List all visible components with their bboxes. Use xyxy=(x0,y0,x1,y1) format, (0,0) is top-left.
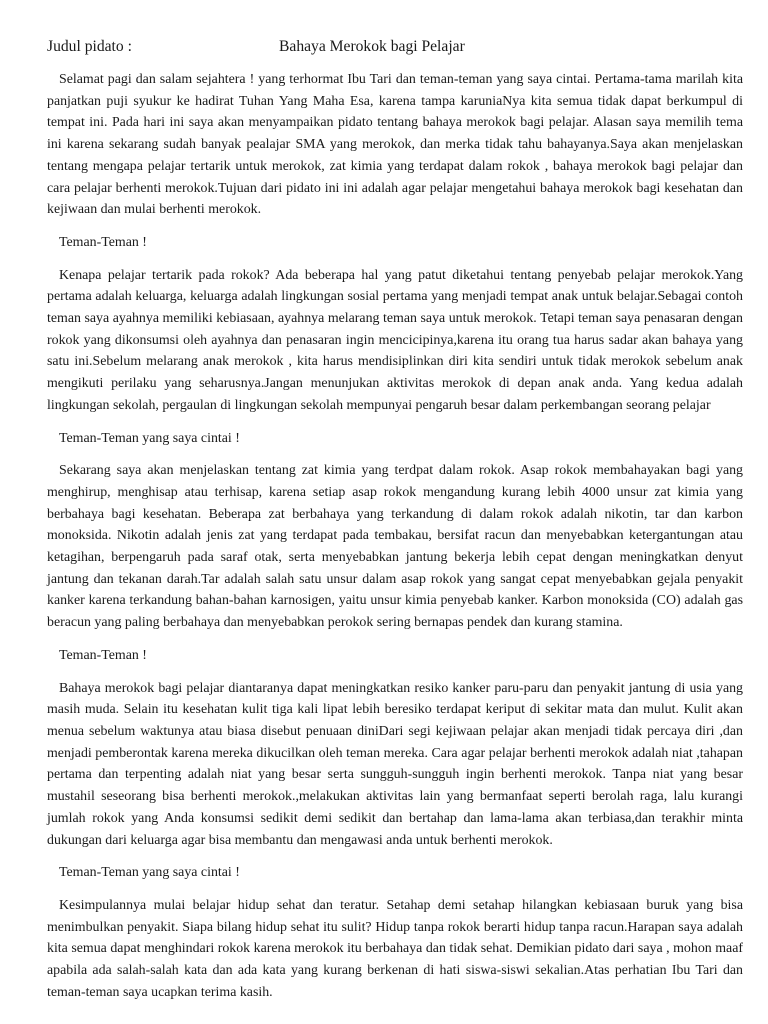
paragraph-opening: Selamat pagi dan salam sejahtera ! yang terhormat Ibu Tari dan teman-teman yang saya cintai. Pertama-tama marilah kita panjatkan puji syukur ke hadirat Tuhan Yang Maha Esa, karena tampa karuniaNya kita semua tidak dapat berkumpul di tempat ini. Pada hari ini saya akan menyampaikan pidato tentang bahaya merokok bagi pelajar. Alasan saya memilih tema ini karena sekarang sudah banyak pealajar SMA yang merokok, dan merka tidak tahu bahayanya.Saya akan menjelaskan tentang mengapa pelajar tertarik untuk merokok, zat kimia yang terdapat dalam rokok , bahaya merokok bagi pelajar dan cara pelajar berhenti merokok.Tujuan dari pidato ini ini adalah agar pelajar mengetahui bahaya merokok bagi kesehatan dan kejiwaan dan mulai berhenti merokok. xyxy=(47,72,743,218)
paragraph-conclusion: Kesimpulannya mulai belajar hidup sehat dan teratur. Setahap demi setahap hilangkan kebiasaan buruk yang bisa menimbulkan penyakit. Siapa bilang hidup sehat itu sulit? Hidup tanpa rokok berarti hidup tanpa racun.Harapan saya adalah kita semua dapat menghindari rokok karena merokok itu berbahaya dan tidak sehat. Demikian pidato dari saya , mohon maaf apabila ada salah-salah kata dan ada kata yang kurang berkenan di hati siswa-siswi sekalian.Atas perhatian Ibu Tari dan teman-teman saya ucapkan terima kasih. xyxy=(47,897,743,1000)
greeting-4: Teman-Teman yang saya cintai ! xyxy=(59,865,240,881)
title-row xyxy=(47,34,743,60)
paragraph-dangers: Bahaya merokok bagi pelajar diantaranya dapat meningkatkan resiko kanker paru-paru dan penyakit jantung di usia yang masih muda. Selain itu kesehatan kulit tiga kali lipat lebih beresiko terdapat keriput di sekitar mata dan mulut. Kulit akan menua sebelum waktunya atau biasa disebut penuaan diniDari segi kejiwaan pelajar akan menjadi tidak percaya diri ,dan menjadi pemberontak karena mereka dikucilkan oleh teman mereka. Cara agar pelajar berhenti merokok adalah niat ,tahapan pertama dan terpenting adalah niat yang besar serta sungguh-sungguh ingin berhenti merokok. Tanpa niat yang besar mustahil seseorang bisa berhenti merokok.,melakukan aktivitas lain yang bermanfaat seperti berolah raga, lalu kurangi jumlah rokok yang Anda konsumsi sedikit demi sedikit dan bertahap dan lama-lama akan terbiasa,dan terakhir minta dukungan dari keluarga agar bisa membantu dan mengawasi anda untuk berhenti merokok. xyxy=(47,680,743,848)
greeting-3: Teman-Teman ! xyxy=(59,647,147,663)
greeting-1: Teman-Teman ! xyxy=(59,234,147,250)
title-label: Judul pidato : xyxy=(47,38,132,55)
paragraph-reasons: Kenapa pelajar tertarik pada rokok? Ada beberapa hal yang patut diketahui tentang penyebab pelajar merokok.Yang pertama adalah keluarga, keluarga adalah lingkungan sosial pertama yang menjadi tempat anak untuk belajar.Sebagai contoh teman saya ayahnya memiliki kebiasaan, ayahnya melarang teman saya untuk merokok. Tetapi teman saya penasaran dengan rokok yang dikonsumsi oleh ayahnya dan penasaran ingin mencicipinya,karena itu orang tua harus sadar akan bahaya yang satu ini.Sebelum melarang anak merokok , kita harus mendisiplinkan diri kita sendiri untuk tidak merokok sebelum anak mengikuti perilaku yang seharusnya.Jangan menunjukan aktivitas merokok di depan anak anda. Yang kedua adalah lingkungan sekolah, pergaulan di lingkungan sekolah mempunyai pengaruh besar dalam perkembangan seorang pelajar xyxy=(47,267,743,413)
document-page xyxy=(47,34,743,1003)
document-title: Bahaya Merokok bagi Pelajar xyxy=(279,38,465,55)
greeting-2: Teman-Teman yang saya cintai ! xyxy=(59,430,240,446)
paragraph-chemicals: Sekarang saya akan menjelaskan tentang zat kimia yang terdpat dalam rokok. Asap rokok membahayakan bagi yang menghirup, menghisap atau terhisap, karena setiap asap rokok mengandung kurang lebih 4000 unsur zat kimia yang berbahaya bagi kesehatan. Beberapa zat berbahaya yang terkandung di dalam rokok adalah nikotin, tar dan karbon monoksida. Nikotin adalah jenis zat yang terdapat pada tembakau, bersifat racun dan menyebabkan ketergantungan atau ketagihan, berpengaruh pada saraf otak, serta menyebabkan jantung bekerja lebih cepat dengan meningkatkan denyut jantung dan tekanan darah.Tar adalah salah satu unsur dalam asap rokok yang sangat cepat menyebabkan gejala penyakit kanker karena terkandung bahan-bahan karnosigen, yaitu unsur kimia penyebab kanker. Karbon monoksida (CO) adalah gas beracun yang paling berbahaya dan menyebabkan perokok sering bernapas pendek dan kurang stamina. xyxy=(47,463,743,631)
